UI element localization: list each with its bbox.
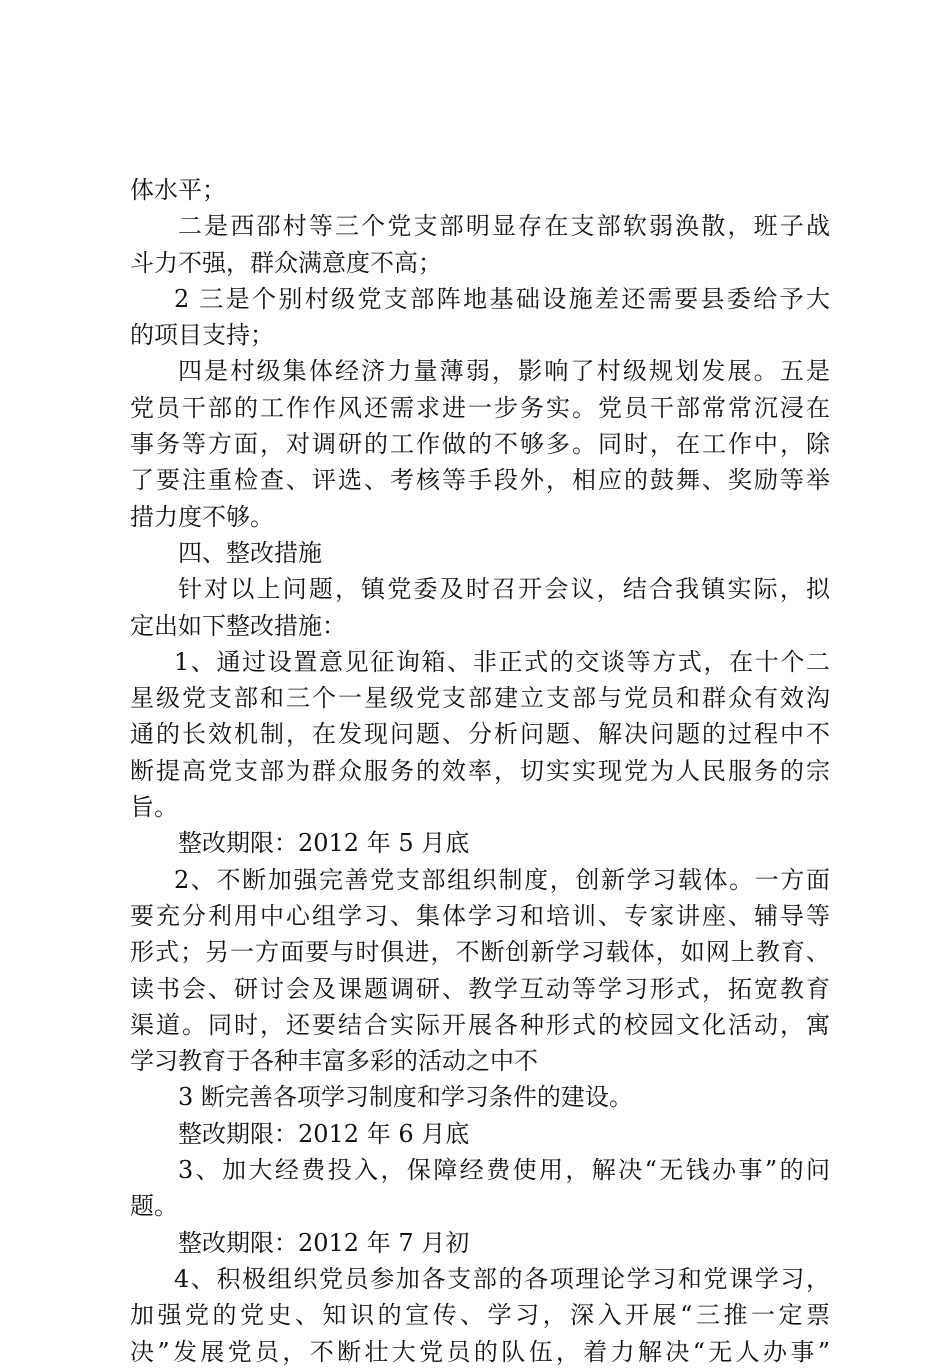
text-line: 体水平； [130,176,226,204]
text-line: 要充分利用中心组学习、集体学习和培训、专家讲座、辅导等 [130,901,830,930]
text-line: 加强党的党史、知识的宣传、学习，深入开展“三推一定票 [130,1301,830,1330]
text-line: 的项目支持； [130,321,274,350]
text-line: 断提高党支部为群众服务的效率，切实实现党为人民服务的宗 [130,756,830,785]
text-line: 党员干部的工作作风还需求进一步务实。党员干部常常沉浸在 [130,393,830,422]
document-body [130,172,830,1370]
text-line: 读书会、研讨会及课题调研、教学互动等学习形式，拓宽教育 [130,974,830,1003]
text-line: 斗力不强，群众满意度不高； [130,248,442,277]
deadline-line: 整改期限：2012 年 5 月底 [178,829,470,858]
text-line: 3 断完善各项学习制度和学习条件的建设。 [178,1083,633,1112]
text-line: 星级党支部和三个一星级党支部建立支部与党员和群众有效沟 [130,684,830,713]
text-line: 4、积极组织党员参加各支部的各项理论学习和党课学习， [174,1264,830,1293]
text-line: 针对以上问题，镇党委及时召开会议，结合我镇实际，拟 [178,575,830,604]
text-line: 定出如下整改措施： [130,611,346,640]
text-line: 旨。 [130,793,178,822]
text-line: 四是村级集体经济力量薄弱，影响了村级规划发展。五是 [178,357,830,386]
text-line: 题。 [130,1192,178,1221]
text-line: 二是西邵村等三个党支部明显存在支部软弱涣散，班子战 [178,212,830,241]
text-line: 2 三是个别村级党支部阵地基础设施差还需要县委给予大 [174,284,830,313]
deadline-line: 整改期限：2012 年 7 月初 [178,1228,470,1257]
text-line: 决”发展党员，不断壮大党员的队伍，着力解决“无人办事” [130,1337,830,1366]
text-line: 形式；另一方面要与时俱进，不断创新学习载体，如网上教育、 [130,938,830,967]
text-line: 了要注重检查、评选、考核等手段外，相应的鼓舞、奖励等举 [130,466,830,495]
text-line: 事务等方面，对调研的工作做的不够多。同时，在工作中，除 [130,430,830,459]
deadline-line: 整改期限：2012 年 6 月底 [178,1119,470,1148]
text-line: 1、通过设置意见征询箱、非正式的交谈等方式，在十个二 [174,647,830,676]
text-line: 2、不断加强完善党支部组织制度，创新学习载体。一方面 [174,865,830,894]
text-line: 措力度不够。 [130,502,274,531]
text-line: 通的长效机制，在发现问题、分析问题、解决问题的过程中不 [130,720,830,749]
section-heading: 四、整改措施 [178,538,322,567]
text-line: 学习教育于各种丰富多彩的活动之中不 [130,1047,538,1076]
text-line: 3、加大经费投入，保障经费使用，解决“无钱办事”的问 [178,1156,830,1185]
text-line: 渠道。同时，还要结合实际开展各种形式的校园文化活动，寓 [130,1010,830,1039]
